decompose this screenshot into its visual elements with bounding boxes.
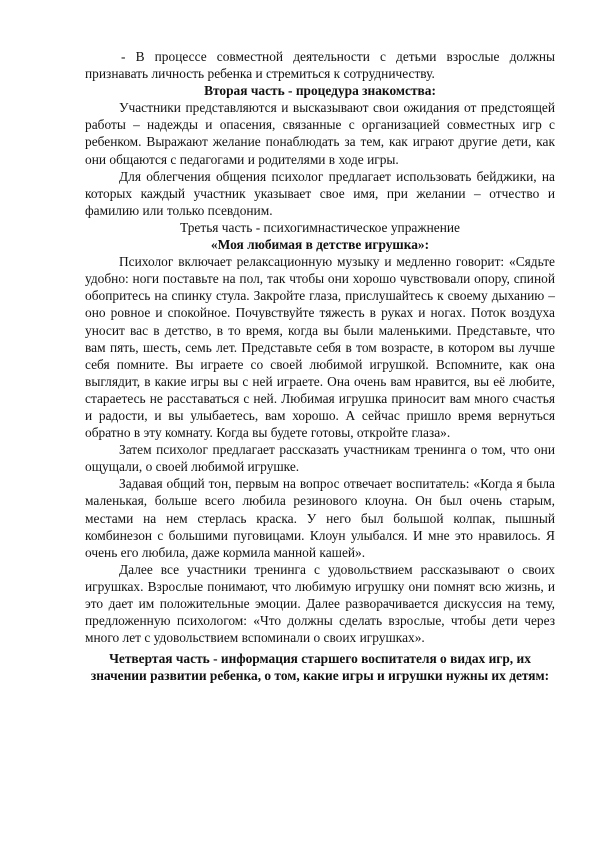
part3-paragraph-4: Далее все участники тренинга с удовольствием рассказывают о своих игрушках. Взрослые понимают, что любимую игрушку они помнят всю жизнь, и это дает им положительные эмоции. Далее разворачивается дискуссия на тему, предложенную психологом: «Что должны сделать взрослые, чтобы дети через много лет с удовольствием вспоминали о своих игрушках».	[85, 561, 555, 646]
intro-paragraph: - В процессе совместной деятельности с детьми взрослые должны признавать личность ребенка и стремиться к сотрудничеству.	[85, 49, 555, 82]
part2-paragraph-2: Для облегчения общения психолог предлагает использовать бейджики, на которых каждый участник указывает свое имя, при желании – отчество и фамилию или только псевдоним.	[85, 168, 555, 218]
part2-heading: Вторая часть - процедура знакомства:	[204, 83, 436, 99]
part3-heading: Третья часть - психогимнастическое упражнение	[180, 219, 460, 235]
part3-paragraph-1: Психолог включает релаксационную музыку и медленно говорит: «Сядьте удобно: ноги поставьте на пол, так чтобы они хорошо чувствовали опору, спиной обопритесь на спинку стула. Закройте глаза, прислушайтесь к своему дыханию – оно ровное и спокойное. Почувствуйте тяжесть в руках и ногах. Поток воздуха уносит вас в детство, в то время, когда вы были маленькими. Представьте, что вам пять, шесть, семь лет. Представьте себя в том возрасте, в котором вы лучше себя помните. Вы играете со своей любимой игрушкой. Вспомните, как она выглядит, в какие игры вы с ней играете. Она очень вам нравится, вы её любите, стараетесь не расставаться с ней. Любимая игрушка приносит вам много счастья и радости, и вы улыбаетесь, вам хорошо. А сейчас пришло время вернуться обратно в эту комнату. Когда вы будете готовы, откройте глаза».	[85, 254, 555, 441]
part3-paragraph-3: Задавая общий тон, первым на вопрос отвечает воспитатель: «Когда я была маленькая, больше всего любила резинового клоуна. Он был очень старым, местами на нем стерлась краска. У него был большой колпак, пышный комбинезон с большими пуговицами. Клоун улыбался. И мне это нравилось. Я очень его любила, даже кормила манной кашей».	[85, 476, 555, 560]
part3-subheading: «Моя любимая в детстве игрушка»:	[210, 237, 430, 253]
part3-paragraph-2: Затем психолог предлагает рассказать участникам тренинга о том, что они ощущали, о своей любимой игрушке.	[85, 442, 555, 475]
document-page	[85, 48, 555, 684]
part2-paragraph-1: Участники представляются и высказывают свои ожидания от предстоящей работы – надежды и опасения, связанные с организацией совместных игр с ребенком. Выражают желание понаблюдать за тем, как играют другие дети, как они общаются с педагогами и родителями в ходе игры.	[85, 100, 555, 167]
part4-heading: Четвертая часть - информация старшего воспитателя о видах игр, их значении развитии ребенка, о том, какие игры и игрушки нужны их детям:	[90, 651, 550, 684]
